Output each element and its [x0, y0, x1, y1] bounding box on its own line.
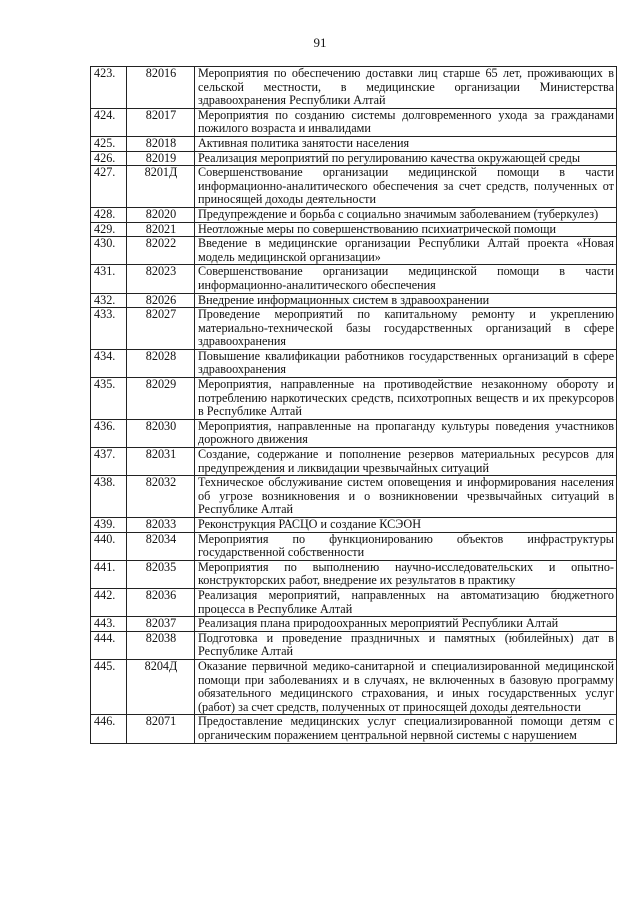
row-description: Подготовка и проведение праздничных и памятных (юбилейных) дат в Республике Алтай	[195, 631, 617, 659]
row-description: Активная политика занятости населения	[195, 136, 617, 151]
table-row	[91, 560, 617, 588]
budget-code: 82030	[127, 419, 195, 447]
row-description: Оказание первичной медико-санитарной и специализированной медицинской помощи при заболеваниях и в случаях, не включенных в базовую программу обязательного медицинского страхования, и иных государственных услуг (работ) за счет средств, полученных от приносящей доходы деятельности	[195, 659, 617, 714]
table-row	[91, 166, 617, 208]
table-row	[91, 617, 617, 632]
budget-code: 82034	[127, 532, 195, 560]
page-number: 91	[313, 35, 327, 50]
row-description: Реконструкция РАСЦО и создание КСЭОН	[195, 518, 617, 533]
budget-code: 82029	[127, 378, 195, 420]
budget-code: 82035	[127, 560, 195, 588]
table-row	[91, 419, 617, 447]
row-description: Реализация мероприятий, направленных на автоматизацию бюджетного процесса в Республике Алтай	[195, 588, 617, 616]
row-description: Предоставление медицинских услуг специализированной помощи детям с органическим поражением центральной нервной системы с нарушением	[195, 715, 617, 743]
row-number: 438.	[91, 476, 127, 518]
row-description: Техническое обслуживание систем оповещения и информирования населения об угрозе возникновения и о возникновении чрезвычайных ситуаций в Республике Алтай	[195, 476, 617, 518]
row-number: 428.	[91, 207, 127, 222]
budget-code: 82037	[127, 617, 195, 632]
table-row	[91, 308, 617, 350]
table-row	[91, 265, 617, 293]
table-row	[91, 237, 617, 265]
row-number: 443.	[91, 617, 127, 632]
budget-code: 82022	[127, 237, 195, 265]
row-number: 426.	[91, 151, 127, 166]
row-number: 444.	[91, 631, 127, 659]
row-description: Мероприятия по выполнению научно-исследовательских и опытно-конструкторских работ, внедрение их результатов в практику	[195, 560, 617, 588]
table-row	[91, 518, 617, 533]
budget-code: 8201Д	[127, 166, 195, 208]
table-body	[91, 67, 617, 744]
row-number: 446.	[91, 715, 127, 743]
table-row	[91, 378, 617, 420]
row-number: 435.	[91, 378, 127, 420]
budget-code: 82028	[127, 349, 195, 377]
row-description: Мероприятия по функционированию объектов инфраструктуры государственной собственности	[195, 532, 617, 560]
table-row	[91, 67, 617, 109]
row-description: Проведение мероприятий по капитальному ремонту и укреплению материально-технической базы государственных организаций в сфере здравоохранения	[195, 308, 617, 350]
row-number: 437.	[91, 448, 127, 476]
row-number: 433.	[91, 308, 127, 350]
budget-codes-table	[90, 66, 617, 744]
row-number: 424.	[91, 108, 127, 136]
row-description: Совершенствование организации медицинской помощи в части информационно-аналитического обеспечения за счет средств, полученных от приносящей доходы деятельности	[195, 166, 617, 208]
row-number: 440.	[91, 532, 127, 560]
row-description: Реализация плана природоохранных мероприятий Республики Алтай	[195, 617, 617, 632]
table-row	[91, 293, 617, 308]
row-description: Мероприятия по созданию системы долговременного ухода за гражданами пожилого возраста и инвалидами	[195, 108, 617, 136]
table-row	[91, 108, 617, 136]
budget-code: 82020	[127, 207, 195, 222]
row-number: 423.	[91, 67, 127, 109]
row-description: Совершенствование организации медицинской помощи в части информационно-аналитического обеспечения	[195, 265, 617, 293]
budget-code: 82017	[127, 108, 195, 136]
row-number: 427.	[91, 166, 127, 208]
row-description: Внедрение информационных систем в здравоохранении	[195, 293, 617, 308]
budget-code: 82032	[127, 476, 195, 518]
budget-code: 8204Д	[127, 659, 195, 714]
table-row	[91, 136, 617, 151]
row-number: 442.	[91, 588, 127, 616]
row-number: 436.	[91, 419, 127, 447]
budget-code: 82031	[127, 448, 195, 476]
row-description: Предупреждение и борьба с социально значимым заболеванием (туберкулез)	[195, 207, 617, 222]
table-row	[91, 532, 617, 560]
row-number: 434.	[91, 349, 127, 377]
table-row	[91, 207, 617, 222]
row-description: Введение в медицинские организации Республики Алтай проекта «Новая модель медицинской организации»	[195, 237, 617, 265]
budget-code: 82033	[127, 518, 195, 533]
row-number: 441.	[91, 560, 127, 588]
row-number: 430.	[91, 237, 127, 265]
table-row	[91, 715, 617, 743]
budget-code: 82016	[127, 67, 195, 109]
row-description: Мероприятия, направленные на пропаганду культуры поведения участников дорожного движения	[195, 419, 617, 447]
budget-code: 82038	[127, 631, 195, 659]
budget-code: 82023	[127, 265, 195, 293]
row-number: 429.	[91, 222, 127, 237]
table-row	[91, 659, 617, 714]
table-row	[91, 349, 617, 377]
table-row	[91, 222, 617, 237]
budget-code: 82071	[127, 715, 195, 743]
row-number: 432.	[91, 293, 127, 308]
row-number: 445.	[91, 659, 127, 714]
table-row	[91, 151, 617, 166]
row-number: 431.	[91, 265, 127, 293]
row-description: Мероприятия, направленные на противодействие незаконному обороту и потреблению наркотических средств, психотропных веществ и их прекурсоров в Республике Алтай	[195, 378, 617, 420]
row-description: Создание, содержание и пополнение резервов материальных ресурсов для предупреждения и ликвидации чрезвычайных ситуаций	[195, 448, 617, 476]
row-description: Неотложные меры по совершенствованию психиатрической помощи	[195, 222, 617, 237]
table-row	[91, 588, 617, 616]
row-description: Мероприятия по обеспечению доставки лиц старше 65 лет, проживающих в сельской местности, в медицинские организации Министерства здравоохранения Республики Алтай	[195, 67, 617, 109]
budget-code: 82019	[127, 151, 195, 166]
table-row	[91, 448, 617, 476]
row-number: 439.	[91, 518, 127, 533]
row-description: Повышение квалификации работников государственных организаций в сфере здравоохранения	[195, 349, 617, 377]
budget-code: 82021	[127, 222, 195, 237]
table-row	[91, 476, 617, 518]
budget-code: 82036	[127, 588, 195, 616]
budget-code: 82018	[127, 136, 195, 151]
row-number: 425.	[91, 136, 127, 151]
row-description: Реализация мероприятий по регулированию качества окружающей среды	[195, 151, 617, 166]
table-row	[91, 631, 617, 659]
budget-code: 82026	[127, 293, 195, 308]
budget-code: 82027	[127, 308, 195, 350]
